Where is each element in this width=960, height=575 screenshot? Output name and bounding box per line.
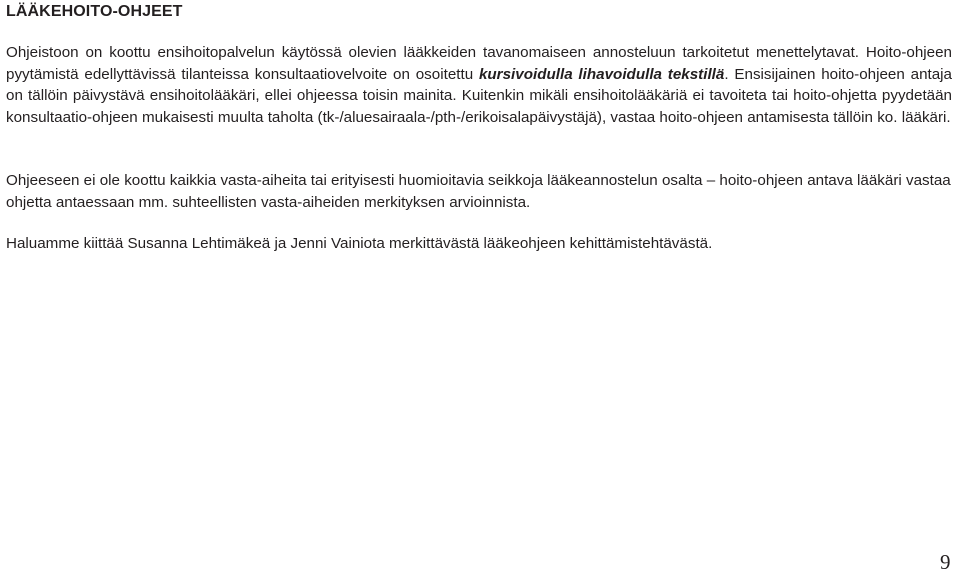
intro-paragraph — [6, 42, 952, 128]
page-number: 9 — [940, 550, 951, 574]
intro-text-end: . Ensisijainen hoito-ohjeen antaja on tällöin päivystävä ensihoitolääkäri, ellei ohjeessa toisin mainita. Kuitenkin mikäli ensihoitolääkäriä ei tavoiteta tai hoito-ohjetta pyydetään konsultaatio-ohjeen mukaisesti muulta taholta (tk-/aluesairaala-/pth-/erikoisalapäivystäjä), vastaa hoito-ohjeen antamisesta tällöin ko. lääkäri. — [6, 65, 953, 126]
page-title: LÄÄKEHOITO-OHJEET — [6, 3, 183, 20]
intro-text-start: Ohjeistoon on koottu ensihoitopalvelun käytössä olevien lääkkeiden tavanomaiseen annosteluun tarkoitetut menettelytavat. Hoito-ohjeen pyytämistä edellyttävissä tilanteissa konsultaatiovelvoite on osoitettu — [6, 44, 952, 83]
contraindications-paragraph: Ohjeeseen ei ole koottu kaikkia vasta-aiheita tai erityisesti huomioitavia seikkoja lääkeannostelun osalta – hoito-ohjeen antava lääkäri vastaa ohjetta antaessaan mm. suhteellisten vasta-aiheiden merkityksen arvioinnista. — [6, 172, 951, 211]
acknowledgement-paragraph: Haluamme kiittää Susanna Lehtimäkeä ja Jenni Vainiota merkittävästä lääkeohjeen kehittämistehtävästä. — [6, 235, 713, 252]
emphasized-text: kursivoidulla lihavoidulla tekstillä — [478, 65, 725, 83]
